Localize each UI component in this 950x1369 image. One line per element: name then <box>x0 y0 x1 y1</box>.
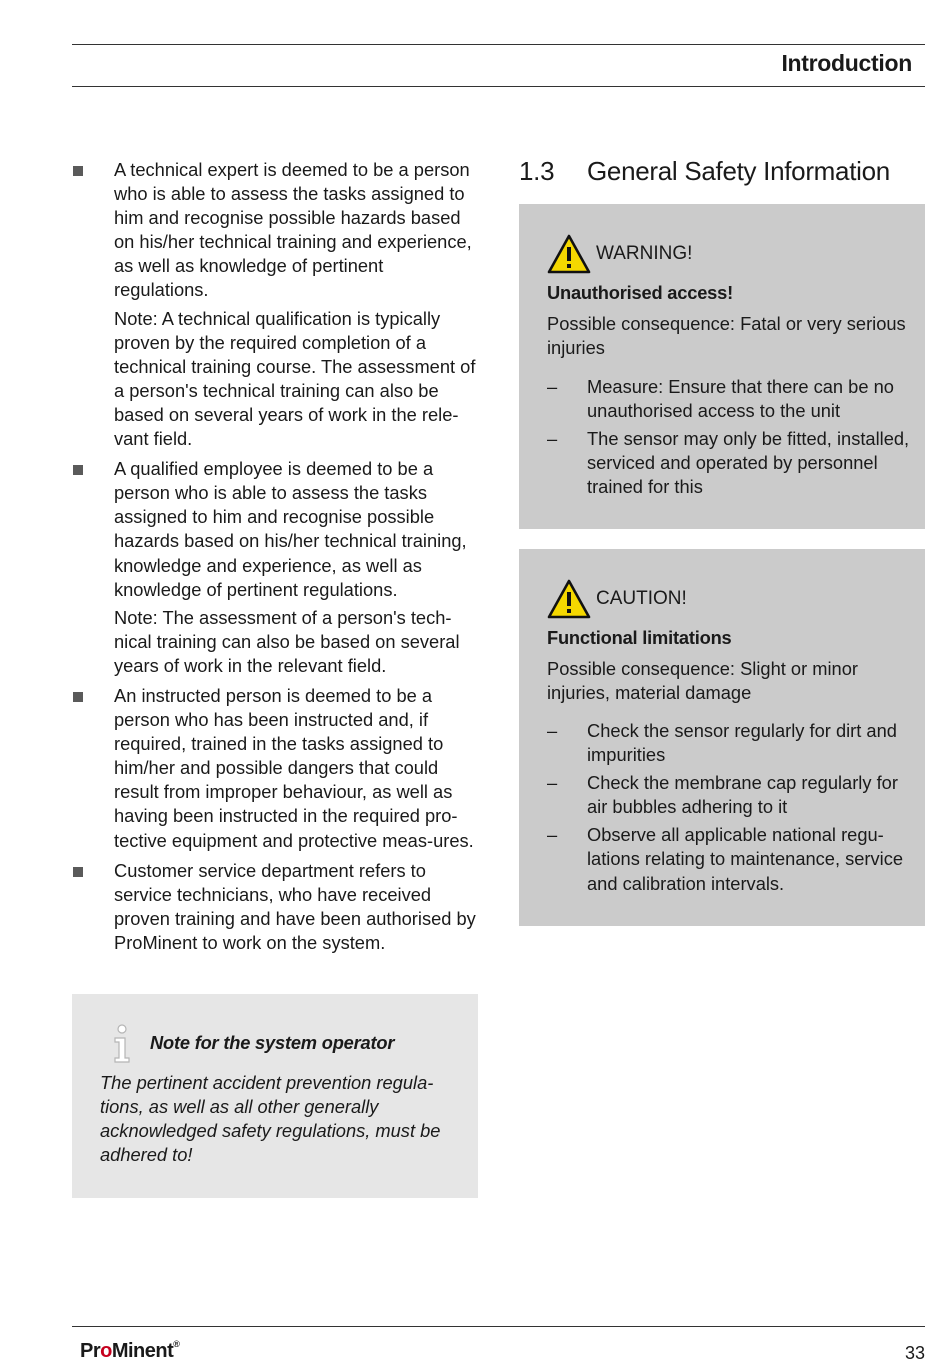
bullet-text: A technical expert is deemed to be a person who is able to assess the tasks assigned to him and recognise possible hazards based on his/her technical training and experience, as well as knowledge of pertinent regulations. <box>114 159 472 301</box>
warning-triangle-icon <box>547 234 591 274</box>
hazard-title: Unauthorised access! <box>547 282 733 303</box>
left-column <box>72 158 482 961</box>
bullet-note: Note: A technical qualification is typically proven by the required completion of a technical training course. The assessment of a person's technical training can also be based on several years of work in the rele‐vant field. <box>114 307 476 450</box>
list-item <box>547 375 917 423</box>
hazard-consequence: Possible consequence: Slight or minor injuries, material damage <box>547 658 858 704</box>
bullet-text: Customer service department refers to service technicians, who have received proven training and have been authorised by ProMinent to work on the system. <box>114 859 476 953</box>
list-item <box>72 684 482 853</box>
dash: – <box>547 376 558 397</box>
warning-signal <box>547 234 692 274</box>
measure-text: Check the sensor regularly for dirt and impurities <box>587 720 897 766</box>
warning-box <box>519 204 925 529</box>
list-item <box>547 823 917 895</box>
prominent-logo: ProMinent® <box>80 1339 180 1362</box>
hazard-title: Functional limitations <box>547 627 732 648</box>
caution-signal <box>547 579 687 619</box>
measure-text: The sensor may only be fitted, installed, serviced and operated by personnel trained for this <box>587 428 910 498</box>
list-item <box>547 427 917 499</box>
dash: – <box>547 720 558 741</box>
note-title: Note for the system operator <box>150 1032 395 1053</box>
list-item <box>547 771 917 819</box>
header-top-rule <box>72 44 925 45</box>
list-item <box>72 158 482 451</box>
bullet-text: A qualified employee is deemed to be a person who is able to assess the tasks assigned to him and recognise possible hazards based on his/her technical training, knowledge and experience, as well as knowledge of pertinent regulations. <box>114 458 467 600</box>
hazard-consequence: Possible consequence: Fatal or very serious injuries <box>547 313 906 359</box>
list-item <box>72 859 482 955</box>
square-bullet-icon <box>73 465 83 475</box>
section-title: Introduction <box>781 50 912 76</box>
square-bullet-icon <box>73 166 83 176</box>
caution-triangle-icon <box>547 579 591 619</box>
footer-rule <box>72 1326 925 1327</box>
square-bullet-icon <box>73 867 83 877</box>
heading-number: 1.3 <box>519 156 555 186</box>
list-item <box>72 457 482 678</box>
bullet-note: Note: The assessment of a person's tech‐nical training can also be based on several years of work in the relevant field. <box>114 606 460 676</box>
info-icon <box>110 1024 134 1064</box>
bullet-text: An instructed person is deemed to be a person who has been instructed and, if required, trained in the tasks assigned to him/her and possible dangers that could result from improper behaviour, as well as having been instructed in the required pro‐tective equipment and protective meas‐ures. <box>114 684 474 851</box>
heading-text: General Safety Information <box>587 156 890 186</box>
square-bullet-icon <box>73 692 83 702</box>
dash: – <box>547 824 558 846</box>
header-bottom-rule <box>72 86 925 87</box>
measure-text: Check the membrane cap regularly for air bubbles adhering to it <box>587 772 898 818</box>
signal-word: WARNING! <box>596 242 693 264</box>
measures-list <box>547 375 917 503</box>
section-heading <box>519 156 890 187</box>
operator-note-box <box>72 994 478 1198</box>
measure-text: Measure: Ensure that there can be no unauthorised access to the unit <box>587 376 894 422</box>
caution-box <box>519 549 925 926</box>
list-item <box>547 719 917 767</box>
measures-list <box>547 719 917 900</box>
note-text: The pertinent accident prevention regula‐tions, as well as all other generally acknowledged safety regulations, must be adhered to! <box>100 1072 441 1166</box>
measure-text: Observe all applicable national regu‐lations relating to maintenance, service and calibration intervals. <box>587 824 904 894</box>
signal-word: CAUTION! <box>596 587 687 609</box>
dash: – <box>547 428 558 450</box>
dash: – <box>547 772 558 794</box>
page-number: 33 <box>904 1343 925 1363</box>
